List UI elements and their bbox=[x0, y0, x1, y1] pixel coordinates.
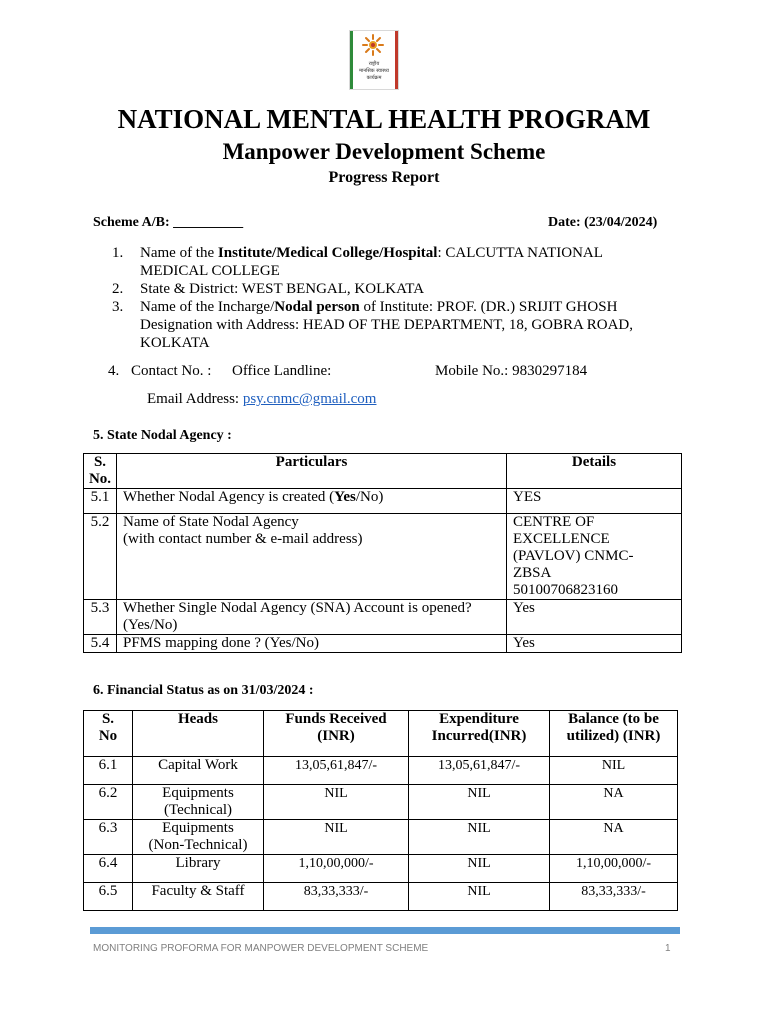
row-sno: 5.1 bbox=[84, 489, 117, 514]
nodal-label-bold: Nodal person bbox=[274, 299, 360, 315]
designation-address: Designation with Address: HEAD OF THE DEPARTMENT, 18, GOBRA ROAD, bbox=[140, 317, 634, 333]
row-particulars: Name of State Nodal Agency (with contact number & e-mail address) bbox=[117, 514, 507, 600]
table-row bbox=[84, 600, 682, 635]
designation-address-line-2: KOLKATA bbox=[140, 335, 210, 351]
row-sno: 5.4 bbox=[84, 635, 117, 653]
lotus-emblem-icon bbox=[358, 33, 388, 59]
table-row bbox=[84, 757, 678, 785]
header-heads: Heads bbox=[133, 711, 264, 757]
row-particulars: Whether Single Nodal Agency (SNA) Account is opened? (Yes/No) bbox=[117, 600, 507, 635]
table-row bbox=[84, 820, 678, 855]
list-item-nodal-person bbox=[140, 298, 617, 316]
mobile-number: Mobile No.: 9830297184 bbox=[435, 363, 588, 379]
table-header-row bbox=[84, 454, 682, 489]
table-row bbox=[84, 785, 678, 820]
row-expenditure: NIL bbox=[409, 820, 550, 855]
table-header-row bbox=[84, 711, 678, 757]
footer-divider bbox=[90, 927, 680, 934]
page-title: NATIONAL MENTAL HEALTH PROGRAM bbox=[117, 104, 651, 134]
institute-value: : CALCUTTA NATIONAL bbox=[437, 245, 603, 261]
list-item-number: 3. bbox=[112, 299, 124, 315]
row-expenditure: NIL bbox=[409, 785, 550, 820]
section-5-heading: 5. State Nodal Agency : bbox=[93, 428, 232, 443]
list-item-number: 2. bbox=[112, 281, 124, 297]
row-funds: NIL bbox=[264, 785, 409, 820]
row-balance: NA bbox=[550, 820, 678, 855]
row-details: Yes bbox=[507, 635, 682, 653]
email-link[interactable]: psy.cnmc@gmail.com bbox=[242, 391, 377, 407]
program-logo bbox=[349, 30, 399, 90]
report-heading: Progress Report bbox=[328, 169, 440, 186]
logo-text-line-1: राष्ट्रीय bbox=[368, 61, 380, 67]
row-sno: 5.3 bbox=[84, 600, 117, 635]
row-sno: 6.5 bbox=[84, 883, 133, 911]
table-row bbox=[84, 883, 678, 911]
row-expenditure: NIL bbox=[409, 855, 550, 883]
page-subtitle: Manpower Development Scheme bbox=[222, 139, 546, 164]
row-funds: 83,33,333/- bbox=[264, 883, 409, 911]
contact-label: Contact No. : bbox=[131, 363, 212, 379]
list-item-number: 1. bbox=[112, 245, 124, 261]
header-particulars: Particulars bbox=[117, 454, 507, 489]
row-head: Equipments (Non-Technical) bbox=[133, 820, 264, 855]
list-item-state-district: State & District: WEST BENGAL, KOLKATA bbox=[140, 281, 425, 297]
institute-label-bold: Institute/Medical College/Hospital bbox=[217, 245, 438, 261]
row-details: Yes bbox=[507, 600, 682, 635]
header-details: Details bbox=[507, 454, 682, 489]
row-funds: NIL bbox=[264, 820, 409, 855]
logo-green-band bbox=[350, 31, 353, 89]
row-head: Capital Work bbox=[133, 757, 264, 785]
report-date: Date: (23/04/2024) bbox=[548, 215, 658, 230]
row-sno: 6.1 bbox=[84, 757, 133, 785]
row-head: Library bbox=[133, 855, 264, 883]
row-particulars: PFMS mapping done ? (Yes/No) bbox=[117, 635, 507, 653]
row-head: Faculty & Staff bbox=[133, 883, 264, 911]
row-particulars: Whether Nodal Agency is created (Yes/No) bbox=[117, 489, 507, 514]
row-sno: 6.4 bbox=[84, 855, 133, 883]
row-sno: 5.2 bbox=[84, 514, 117, 600]
office-landline: Office Landline: bbox=[232, 363, 332, 379]
row-details: CENTRE OF EXCELLENCE (PAVLOV) CNMC- ZBSA 50100706823160 bbox=[507, 514, 682, 600]
row-funds: 13,05,61,847/- bbox=[264, 757, 409, 785]
logo-text-line-2: मानसिक स्वास्थ्य bbox=[359, 68, 389, 74]
section-6-heading: 6. Financial Status as on 31/03/2024 : bbox=[93, 683, 314, 698]
header-sno: S. No bbox=[84, 711, 133, 757]
row-sno: 6.3 bbox=[84, 820, 133, 855]
nodal-value: of Institute: PROF. (DR.) SRIJIT GHOSH bbox=[359, 299, 618, 315]
row-expenditure: NIL bbox=[409, 883, 550, 911]
row-balance: NA bbox=[550, 785, 678, 820]
email-row bbox=[147, 390, 376, 408]
logo-red-band bbox=[395, 31, 398, 89]
row-funds: 1,10,00,000/- bbox=[264, 855, 409, 883]
header-expenditure: Expenditure Incurred(INR) bbox=[409, 711, 550, 757]
header-balance: Balance (to be utilized) (INR) bbox=[550, 711, 678, 757]
email-label: Email Address: bbox=[147, 391, 243, 407]
institute-label: Name of the bbox=[140, 245, 218, 261]
row-balance: 83,33,333/- bbox=[550, 883, 678, 911]
list-item-institute bbox=[140, 244, 603, 262]
financial-status-table bbox=[83, 710, 678, 911]
footer-text: MONITORING PROFORMA FOR MANPOWER DEVELOPMENT SCHEME bbox=[93, 943, 429, 954]
nodal-label: Name of the Incharge/ bbox=[140, 299, 275, 315]
table-row bbox=[84, 489, 682, 514]
scheme-field: Scheme A/B: __________ bbox=[93, 215, 244, 230]
logo-text-line-3: कार्यक्रम bbox=[366, 75, 382, 81]
row-expenditure: 13,05,61,847/- bbox=[409, 757, 550, 785]
table-row bbox=[84, 855, 678, 883]
row-head: Equipments (Technical) bbox=[133, 785, 264, 820]
row-balance: 1,10,00,000/- bbox=[550, 855, 678, 883]
table-row bbox=[84, 514, 682, 600]
row-details: YES bbox=[507, 489, 682, 514]
page-number: 1 bbox=[665, 943, 671, 954]
row-sno: 6.2 bbox=[84, 785, 133, 820]
table-row bbox=[84, 635, 682, 653]
nodal-agency-table bbox=[83, 453, 682, 653]
list-item-number: 4. bbox=[108, 363, 120, 379]
header-funds-received: Funds Received (INR) bbox=[264, 711, 409, 757]
row-balance: NIL bbox=[550, 757, 678, 785]
header-sno: S. No. bbox=[84, 454, 117, 489]
institute-value-line-2: MEDICAL COLLEGE bbox=[140, 263, 280, 279]
